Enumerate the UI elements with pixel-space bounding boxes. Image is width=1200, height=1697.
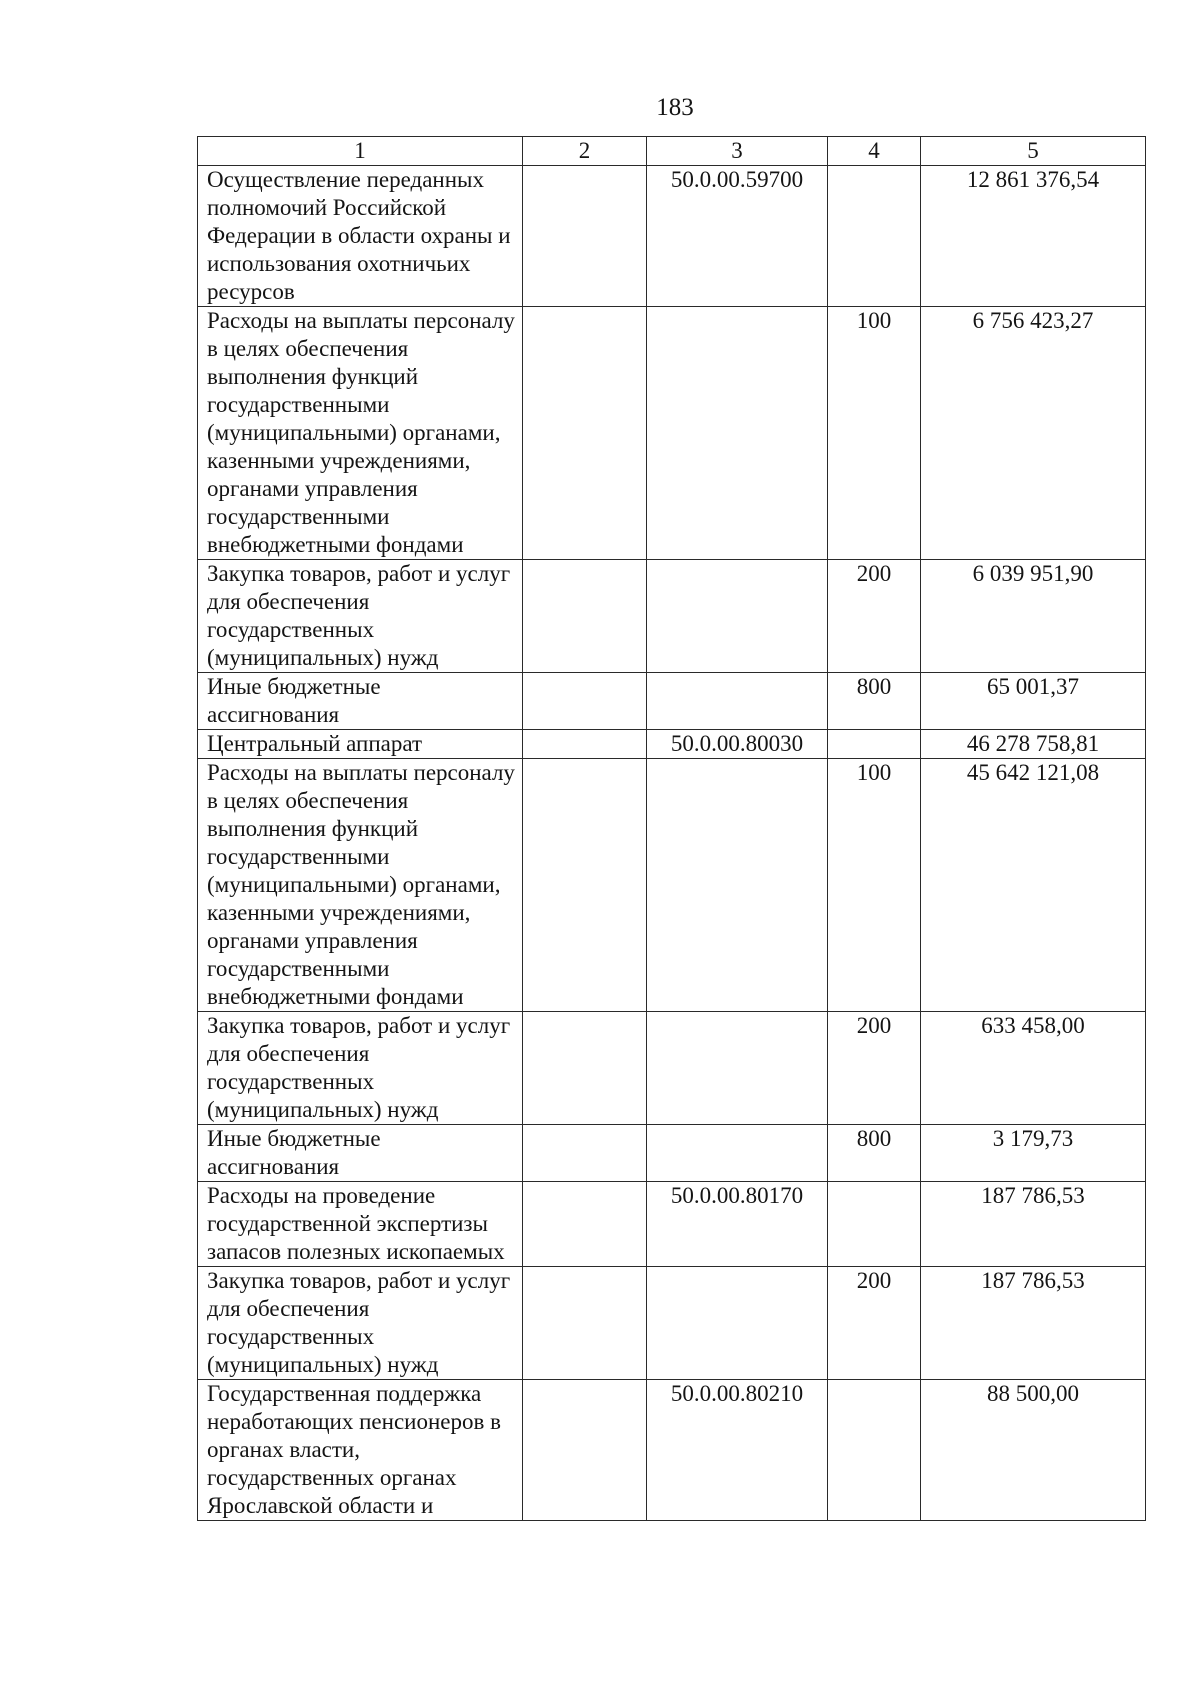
row-col2 xyxy=(523,1267,647,1380)
row-type: 800 xyxy=(828,1125,921,1182)
table-row xyxy=(198,730,1146,759)
column-header-5: 5 xyxy=(921,137,1146,166)
row-sum: 633 458,00 xyxy=(921,1012,1146,1125)
table-row xyxy=(198,560,1146,673)
table-row xyxy=(198,1182,1146,1267)
row-type xyxy=(828,166,921,307)
table-row xyxy=(198,1125,1146,1182)
row-name: Закупка товаров, работ и услуг для обеспечения государственных (муниципальных) нужд xyxy=(198,560,523,673)
table-row xyxy=(198,1012,1146,1125)
row-type xyxy=(828,1182,921,1267)
row-col2 xyxy=(523,730,647,759)
row-type xyxy=(828,1380,921,1521)
row-type: 800 xyxy=(828,673,921,730)
row-type: 200 xyxy=(828,560,921,673)
row-col2 xyxy=(523,1182,647,1267)
row-name: Расходы на проведение государственной экспертизы запасов полезных ископаемых xyxy=(198,1182,523,1267)
row-col2 xyxy=(523,759,647,1012)
row-code: 50.0.00.80030 xyxy=(647,730,828,759)
row-col2 xyxy=(523,1125,647,1182)
row-sum: 45 642 121,08 xyxy=(921,759,1146,1012)
row-col2 xyxy=(523,673,647,730)
row-name: Иные бюджетные ассигнования xyxy=(198,1125,523,1182)
row-type: 200 xyxy=(828,1012,921,1125)
row-col2 xyxy=(523,166,647,307)
row-code xyxy=(647,673,828,730)
column-header-2: 2 xyxy=(523,137,647,166)
table-row xyxy=(198,673,1146,730)
row-sum: 46 278 758,81 xyxy=(921,730,1146,759)
row-code xyxy=(647,759,828,1012)
row-code xyxy=(647,307,828,560)
column-header-1: 1 xyxy=(198,137,523,166)
row-code xyxy=(647,1012,828,1125)
column-header-3: 3 xyxy=(647,137,828,166)
row-sum: 88 500,00 xyxy=(921,1380,1146,1521)
row-type: 200 xyxy=(828,1267,921,1380)
row-col2 xyxy=(523,1012,647,1125)
row-col2 xyxy=(523,560,647,673)
row-code xyxy=(647,1125,828,1182)
row-sum: 187 786,53 xyxy=(921,1267,1146,1380)
row-name: Государственная поддержка неработающих пенсионеров в органах власти, государственных органах Ярославской области и xyxy=(198,1380,523,1521)
row-code: 50.0.00.80210 xyxy=(647,1380,828,1521)
row-name: Центральный аппарат xyxy=(198,730,523,759)
row-type xyxy=(828,730,921,759)
row-sum: 6 039 951,90 xyxy=(921,560,1146,673)
table-row xyxy=(198,307,1146,560)
table-row xyxy=(198,759,1146,1012)
column-header-4: 4 xyxy=(828,137,921,166)
table-row xyxy=(198,1380,1146,1521)
row-sum: 3 179,73 xyxy=(921,1125,1146,1182)
table-row xyxy=(198,166,1146,307)
row-code xyxy=(647,560,828,673)
row-col2 xyxy=(523,1380,647,1521)
row-sum: 187 786,53 xyxy=(921,1182,1146,1267)
row-type: 100 xyxy=(828,307,921,560)
table-row xyxy=(198,1267,1146,1380)
row-sum: 65 001,37 xyxy=(921,673,1146,730)
page-number: 183 xyxy=(656,94,694,121)
row-sum: 12 861 376,54 xyxy=(921,166,1146,307)
row-sum: 6 756 423,27 xyxy=(921,307,1146,560)
row-code: 50.0.00.59700 xyxy=(647,166,828,307)
table-body xyxy=(198,166,1146,1521)
row-code xyxy=(647,1267,828,1380)
row-name: Осуществление переданных полномочий Российской Федерации в области охраны и использования охотничьих ресурсов xyxy=(198,166,523,307)
row-name: Расходы на выплаты персоналу в целях обеспечения выполнения функций государственными (муниципальными) органами, казенными учреждениями, органами управления государственными внебюджетными фондами xyxy=(198,759,523,1012)
budget-table xyxy=(197,136,1146,1521)
row-type: 100 xyxy=(828,759,921,1012)
row-name: Закупка товаров, работ и услуг для обеспечения государственных (муниципальных) нужд xyxy=(198,1012,523,1125)
row-name: Закупка товаров, работ и услуг для обеспечения государственных (муниципальных) нужд xyxy=(198,1267,523,1380)
row-name: Расходы на выплаты персоналу в целях обеспечения выполнения функций государственными (муниципальными) органами, казенными учреждениями, органами управления государственными внебюджетными фондами xyxy=(198,307,523,560)
table-header-row xyxy=(198,137,1146,166)
row-name: Иные бюджетные ассигнования xyxy=(198,673,523,730)
row-code: 50.0.00.80170 xyxy=(647,1182,828,1267)
row-col2 xyxy=(523,307,647,560)
